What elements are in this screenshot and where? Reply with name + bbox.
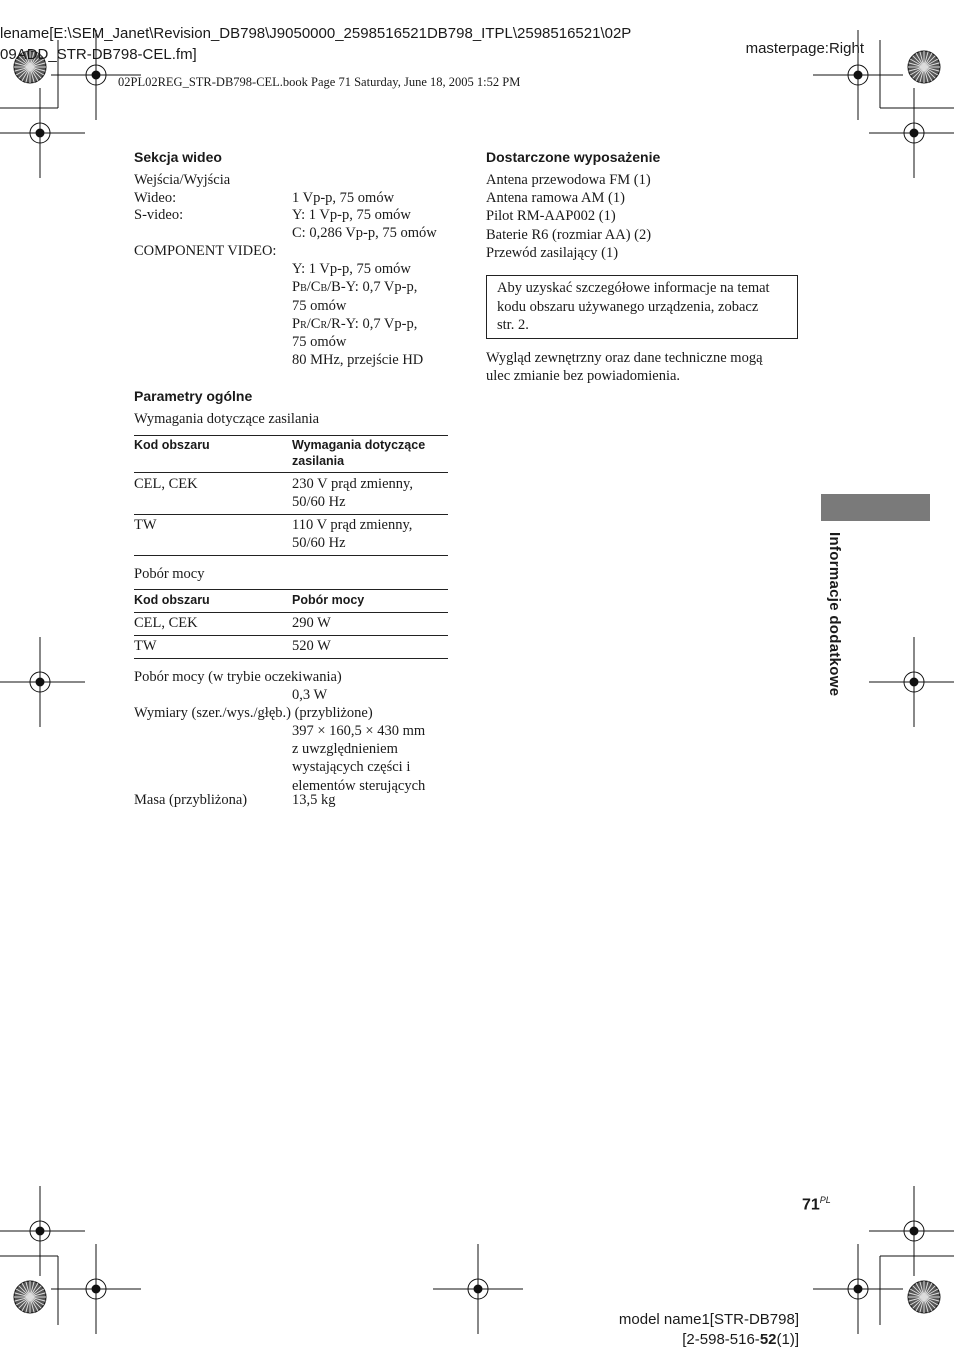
component-pr-value: PR/CR/R-Y: 0,7 Vp-p, <box>292 316 418 332</box>
video-section-heading: Sekcja wideo <box>134 149 222 165</box>
svideo-c-value: C: 0,286 Vp-p, 75 omów <box>292 225 437 241</box>
side-tab-marker <box>821 494 930 521</box>
video-value: 1 Vp-p, 75 omów <box>292 190 395 206</box>
mass-value: 13,5 kg <box>292 792 336 808</box>
component-y-value: Y: 1 Vp-p, 75 omów <box>292 261 411 277</box>
component-video-label: COMPONENT VIDEO: <box>134 243 277 259</box>
video-io-label: Wejścia/Wyjścia <box>134 172 231 188</box>
power-consumption-table <box>134 589 448 661</box>
mass-label: Masa (przybliżona) <box>134 792 248 808</box>
supplied-accessories-heading: Dostarczone wyposażenie <box>486 149 661 165</box>
dimensions-value: 397 × 160,5 × 430 mm z uwzględnieniem wystających części i elementów sterujących <box>292 723 426 794</box>
page-number: $71^{PL}$ <box>802 1195 831 1214</box>
power-requirements-table <box>134 435 448 557</box>
footer-part-number: [2-598-516-52(1)] <box>682 1331 799 1348</box>
area-code-note-box: Aby uzyskać szczegółowe informacje na temat kodu obszaru używanego urządzenia, zobacz str. 2. <box>486 275 798 339</box>
component-pb-value: PB/CB/B-Y: 0,7 Vp-p, <box>292 279 418 295</box>
table-header-area-code: Kod obszaru <box>134 593 210 607</box>
disclaimer: Wygląd zewnętrzny oraz dane techniczne mogą ulec zmianie bez powiadomienia. <box>486 350 763 385</box>
table-cell-code: CEL, CEK <box>134 476 198 492</box>
power-consumption-label: Pobór mocy <box>134 566 205 582</box>
component-bandwidth: 80 MHz, przejście HD <box>292 352 424 368</box>
list-item: Pilot RM-AAP002 (1) <box>486 208 616 225</box>
standby-value: 0,3 W <box>292 687 328 703</box>
table-cell-code: TW <box>134 638 157 654</box>
table-cell-consumption: 520 W <box>292 638 331 654</box>
list-item: Antena przewodowa FM (1) <box>486 172 651 188</box>
standby-label: Pobór mocy (w trybie oczekiwania) <box>134 669 342 685</box>
svideo-y-value: Y: 1 Vp-p, 75 omów <box>292 207 411 223</box>
header-filename <box>0 23 631 65</box>
table-cell-requirement: 110 V prąd zmienny, 50/60 Hz <box>292 517 413 551</box>
supplied-accessories-list <box>486 171 651 262</box>
list-item: Przewód zasilający (1) <box>486 244 619 261</box>
general-section-heading: Parametry ogólne <box>134 388 253 404</box>
dimensions-label: Wymiary (szer./wys./głęb.) (przybliżone) <box>134 705 373 721</box>
svideo-label: S-video: <box>134 207 184 223</box>
power-requirements-label: Wymagania dotyczące zasilania <box>134 411 320 427</box>
list-item: Baterie R6 (rozmiar AA) (2) <box>486 226 652 243</box>
footer-model <box>619 1310 799 1350</box>
table-cell-code: CEL, CEK <box>134 615 198 631</box>
component-pb-continued: 75 omów <box>292 298 347 314</box>
footer-model-line: model name1[STR-DB798] <box>618 1311 799 1328</box>
header-masterpage: masterpage:Right <box>745 40 864 57</box>
table-header-consumption: Pobór mocy <box>292 593 365 607</box>
list-item: Antena ramowa AM (1) <box>486 190 625 207</box>
table-cell-consumption: 290 W <box>292 615 331 631</box>
table-header-requirements: Wymagania dotyczące zasilania <box>292 438 426 468</box>
side-tab-label: Informacje dodatkowe <box>826 532 843 697</box>
table-header-area-code: Kod obszaru <box>134 438 210 452</box>
header-book-info: 02PL02REG_STR-DB798-CEL.book Page 71 Saturday, June 18, 2005 1:52 PM <box>118 75 521 89</box>
video-label: Wideo: <box>134 190 177 206</box>
table-cell-code: TW <box>134 517 157 533</box>
table-cell-requirement: 230 V prąd zmienny, 50/60 Hz <box>292 476 413 510</box>
component-pr-continued: 75 omów <box>292 334 347 350</box>
header-filename-line1: lename[E:\SEM_Janet\Revision_DB798\J9050000_2598516521DB798_ITPL\2598516521\02P <box>0 25 632 42</box>
header-filename-line2: 09ADD_STR-DB798-CEL.fm] <box>0 46 197 63</box>
